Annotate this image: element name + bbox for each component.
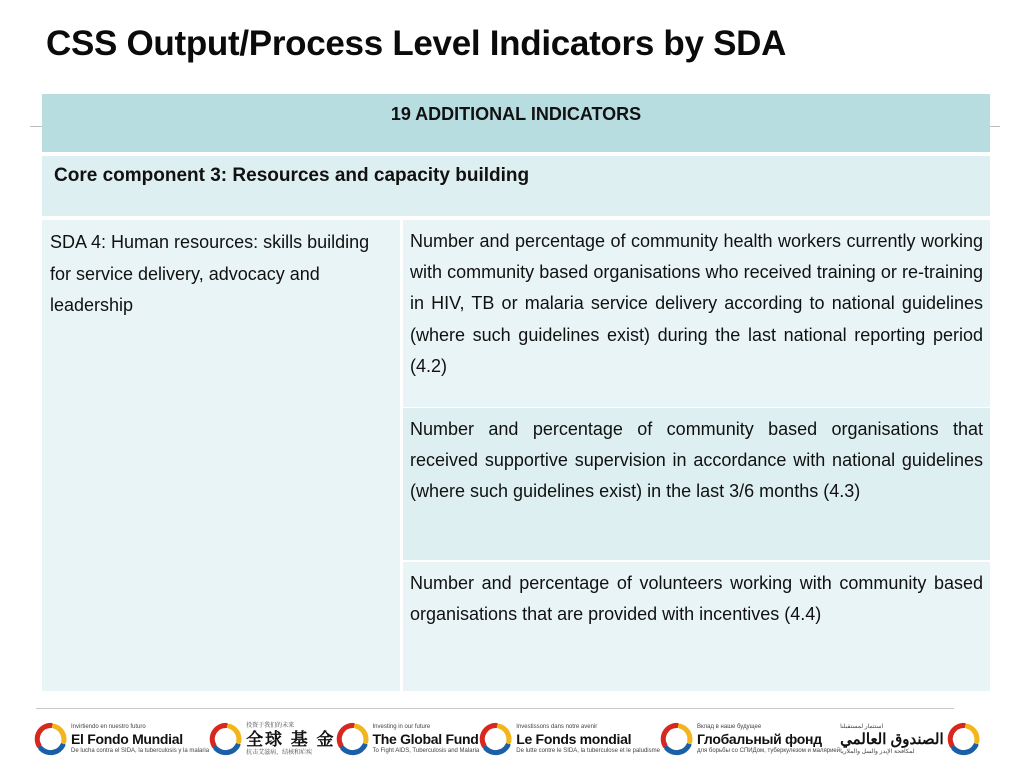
logo-tagline: 投资于我们的未来 bbox=[246, 722, 295, 729]
logo-name: Le Fonds mondial bbox=[516, 731, 632, 747]
logo-subtitle: для борьбы со СПИДом, туберкулезом и малярией bbox=[696, 748, 841, 754]
global-fund-swirl-icon bbox=[209, 722, 243, 756]
footer-divider bbox=[36, 708, 954, 709]
logo-name: Глобальный фонд bbox=[696, 731, 822, 747]
indicator-table bbox=[42, 94, 990, 691]
sda-cell: SDA 4: Human resources: skills building for service delivery, advocacy and leadership bbox=[42, 220, 400, 691]
logo-subtitle: لمكافحة الإيدز والسل والملاريا bbox=[840, 748, 915, 755]
table-header: 19 ADDITIONAL INDICATORS bbox=[390, 104, 642, 124]
global-fund-swirl-icon bbox=[947, 722, 981, 756]
logo-en bbox=[336, 722, 480, 756]
logo-ar bbox=[840, 722, 980, 756]
logo-name: الصندوق العالمي bbox=[840, 730, 944, 748]
logo-subtitle: De lucha contra el SIDA, la tuberculosis y la malaria bbox=[71, 748, 210, 754]
core-component-row bbox=[42, 156, 990, 218]
indicator-cell: Number and percentage of community health workers currently working with community based organisations who received training or re-training in HIV, TB or malaria service delivery according to national guidelines (where such guidelines exist) during the last national reporting period (4.2) bbox=[403, 220, 990, 407]
global-fund-swirl-icon bbox=[336, 722, 370, 756]
global-fund-swirl-icon bbox=[34, 722, 68, 756]
footer-logos bbox=[34, 714, 970, 764]
divider-left bbox=[30, 126, 42, 127]
indicator-cell: Number and percentage of community based organisations that received supportive supervision in accordance with national guidelines (where such guidelines exist) in the last 3/6 months (4.3) bbox=[403, 408, 990, 562]
logo-ru bbox=[660, 722, 840, 756]
logo-subtitle: 抗击艾滋病、结核和疟疾 bbox=[246, 749, 313, 756]
global-fund-swirl-icon bbox=[479, 722, 513, 756]
logo-fr bbox=[479, 722, 660, 756]
table-header-row bbox=[42, 94, 990, 154]
logo-subtitle: De lutte contre le SIDA, la tuberculose et le paludisme bbox=[516, 748, 660, 754]
divider-right bbox=[990, 126, 1000, 127]
logo-name: 全球 基 金 bbox=[246, 729, 336, 749]
logo-tagline: Вклад в наше будущее bbox=[696, 724, 762, 730]
logo-name: The Global Fund bbox=[372, 731, 479, 747]
core-component-label: Core component 3: Resources and capacity building bbox=[54, 165, 530, 186]
global-fund-swirl-icon bbox=[660, 722, 694, 756]
indicator-cell: Number and percentage of volunteers working with community based organisations that are provided with incentives (4.4) bbox=[403, 560, 990, 691]
logo-tagline: Investing in our future bbox=[372, 724, 431, 730]
logo-subtitle: To Fight AIDS, Tuberculosis and Malaria bbox=[372, 748, 480, 754]
logo-tagline: Investissons dans notre avenir bbox=[516, 724, 598, 730]
logo-tagline: Invirtiendo en nuestro futuro bbox=[71, 724, 146, 730]
logo-name: El Fondo Mundial bbox=[71, 731, 183, 747]
logo-tagline: استثمار لمستقبلنا bbox=[840, 723, 884, 730]
page-title: CSS Output/Process Level Indicators by SDA bbox=[46, 24, 787, 63]
logo-es bbox=[34, 722, 209, 756]
logo-zh bbox=[209, 722, 335, 756]
